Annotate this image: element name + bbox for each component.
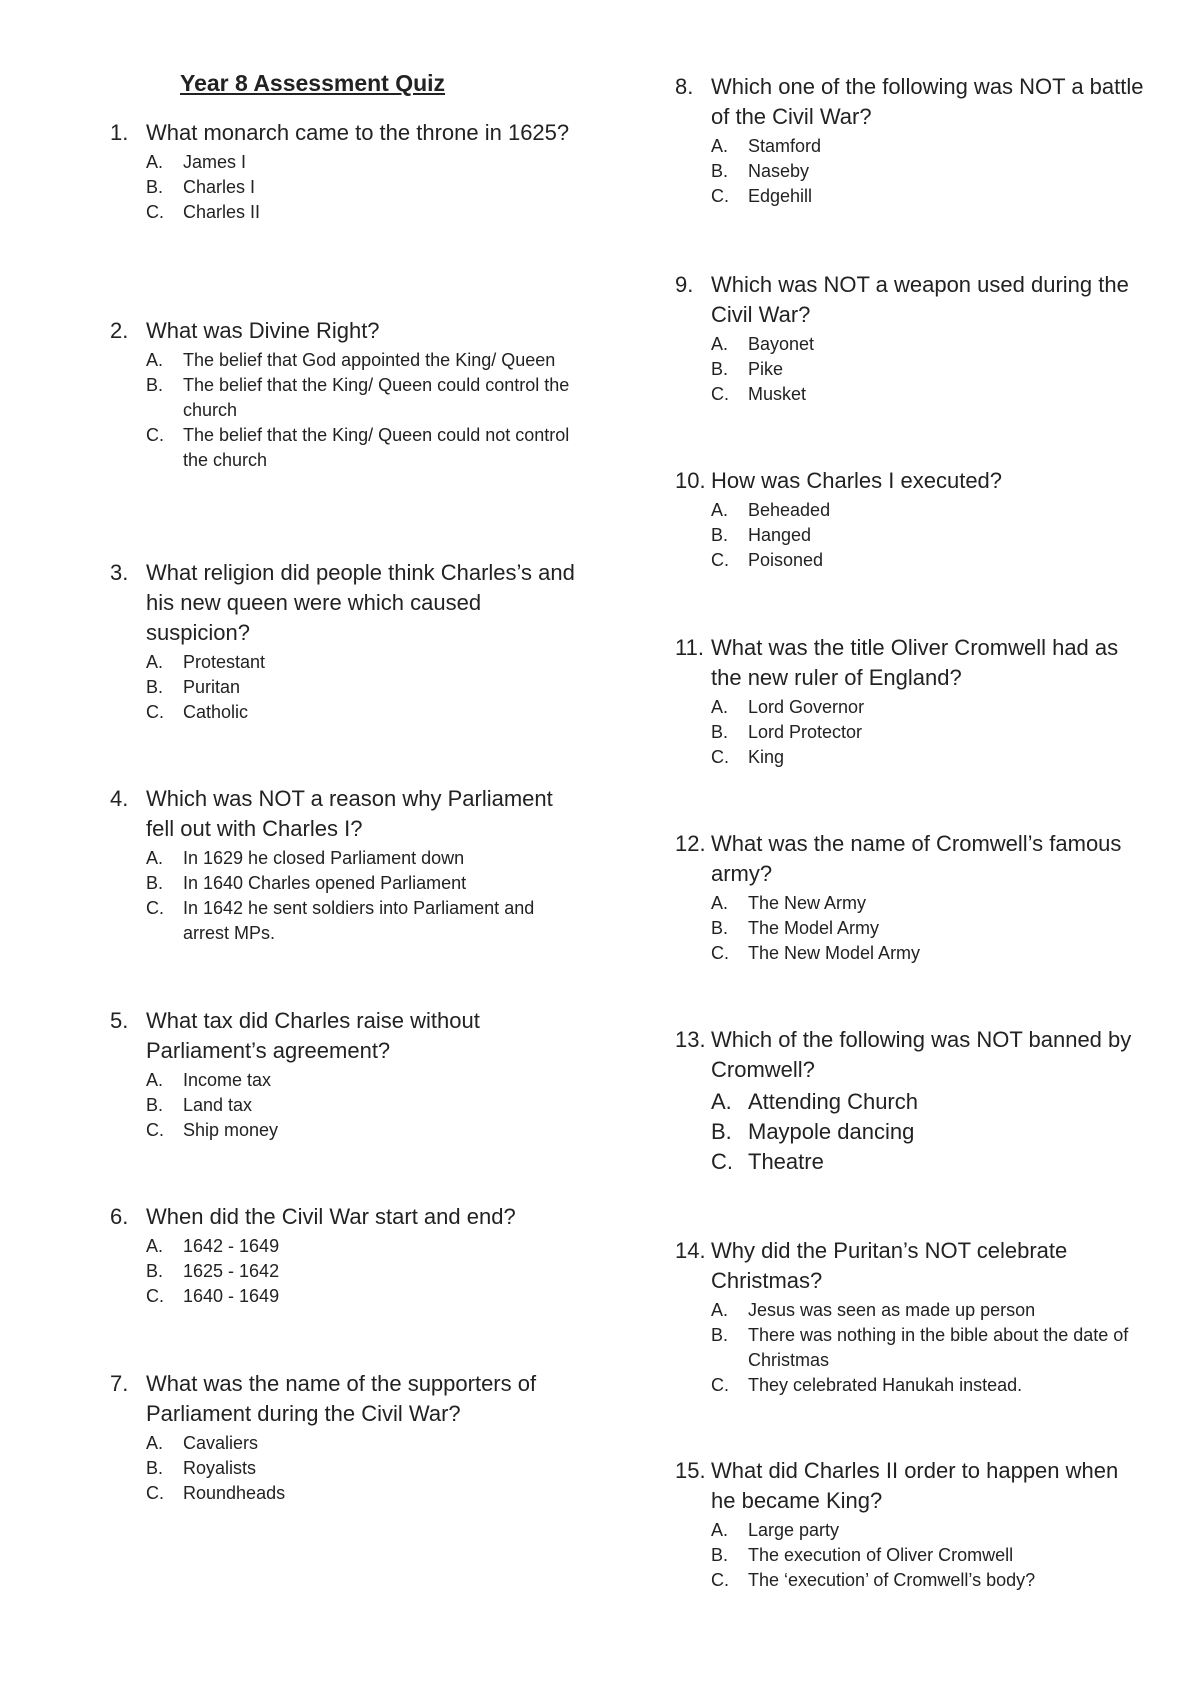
option-b: B. Charles I (146, 177, 256, 197)
question-text: 15. What did Charles II order to happen when he became King? (675, 1458, 1119, 1513)
option-b: B. Naseby (711, 161, 810, 181)
option-c: C. Charles II (146, 202, 261, 222)
option-list (675, 134, 1145, 209)
option-a: A. James I (146, 152, 247, 172)
question-8 (675, 72, 1145, 209)
option-list (110, 650, 580, 725)
option-list (110, 1234, 580, 1309)
question-number: 10. (675, 468, 706, 493)
option-b: B. The belief that the King/ Queen could control the church (146, 375, 570, 420)
question-text: 14. Why did the Puritan’s NOT celebrate Christmas? (675, 1238, 1068, 1293)
option-list (110, 348, 580, 473)
option-b: B. There was nothing in the bible about the date of Christmas (711, 1325, 1129, 1370)
option-list (110, 846, 580, 946)
option-c: C. Edgehill (711, 186, 813, 206)
question-text: 11. What was the title Oliver Cromwell had as the new ruler of England? (675, 635, 1119, 690)
option-a: A. Attending Church (711, 1089, 918, 1114)
question-text: 9. Which was NOT a weapon used during the Civil War? (675, 272, 1129, 327)
option-list (675, 695, 1145, 770)
option-list (675, 891, 1145, 966)
question-text: 4. Which was NOT a reason why Parliament fell out with Charles I? (110, 786, 553, 841)
question-text: 8. Which one of the following was NOT a battle of the Civil War? (675, 74, 1144, 129)
option-c: C. The ‘execution’ of Cromwell’s body? (711, 1570, 1036, 1590)
question-4 (110, 784, 580, 946)
option-a: A. Beheaded (711, 500, 831, 520)
question-text: 7. What was the name of the supporters of Parliament during the Civil War? (110, 1371, 537, 1426)
option-list (675, 1298, 1145, 1398)
option-a: A. Lord Governor (711, 697, 865, 717)
question-text: 10. How was Charles I executed? (675, 466, 1145, 496)
question-number: 9. (675, 272, 694, 297)
question-15 (675, 1456, 1145, 1593)
option-c: C. Ship money (146, 1120, 279, 1140)
option-b: B. Land tax (146, 1095, 253, 1115)
question-number: 13. (675, 1027, 706, 1052)
option-a: A. The New Army (711, 893, 867, 913)
question-number: 8. (675, 74, 694, 99)
question-number: 2. (110, 318, 129, 343)
option-a: A. Bayonet (711, 334, 815, 354)
question-7 (110, 1369, 580, 1506)
option-list (675, 1518, 1145, 1593)
option-b: B. Puritan (146, 677, 241, 697)
option-a: A. Jesus was seen as made up person (711, 1300, 1036, 1320)
question-number: 11. (675, 635, 704, 660)
question-number: 7. (110, 1371, 129, 1396)
question-number: 3. (110, 560, 129, 585)
question-6 (110, 1202, 580, 1309)
option-a: A. Large party (711, 1520, 840, 1540)
question-3 (110, 558, 580, 725)
option-a: A. Cavaliers (146, 1433, 259, 1453)
option-a: A. In 1629 he closed Parliament down (146, 848, 465, 868)
question-number: 1. (110, 120, 129, 145)
option-a: A. The belief that God appointed the King/ Queen (146, 350, 556, 370)
question-text: 13. Which of the following was NOT banned by Cromwell? (675, 1027, 1132, 1082)
question-text: 1. What monarch came to the throne in 1625? (110, 118, 580, 148)
question-12 (675, 829, 1145, 966)
option-c: C. In 1642 he sent soldiers into Parliament and arrest MPs. (146, 898, 535, 943)
option-list (675, 498, 1145, 573)
option-b: B. In 1640 Charles opened Parliament (146, 873, 467, 893)
option-a: A. Protestant (146, 652, 266, 672)
option-b: B. The Model Army (711, 918, 880, 938)
question-2 (110, 316, 580, 473)
option-c: C. Poisoned (711, 550, 824, 570)
option-c: C. The New Model Army (711, 943, 921, 963)
question-13 (675, 1025, 1145, 1177)
option-c: C. King (711, 747, 785, 767)
option-c: C. They celebrated Hanukah instead. (711, 1375, 1023, 1395)
question-text: 2. What was Divine Right? (110, 316, 580, 346)
option-b: B. Royalists (146, 1458, 257, 1478)
question-text: 6. When did the Civil War start and end? (110, 1202, 580, 1232)
question-number: 12. (675, 831, 706, 856)
option-c: C. Theatre (711, 1149, 824, 1174)
option-a: A. 1642 - 1649 (146, 1236, 280, 1256)
question-10 (675, 466, 1145, 573)
option-a: A. Stamford (711, 136, 822, 156)
option-c: C. Roundheads (146, 1483, 286, 1503)
option-list (110, 1431, 580, 1506)
option-b: B. Maypole dancing (711, 1119, 915, 1144)
option-b: B. Hanged (711, 525, 812, 545)
question-5 (110, 1006, 580, 1143)
option-b: B. 1625 - 1642 (146, 1261, 280, 1281)
option-c: C. The belief that the King/ Queen could not control the church (146, 425, 570, 470)
question-number: 4. (110, 786, 129, 811)
page-title: Year 8 Assessment Quiz (180, 70, 446, 96)
option-list (675, 332, 1145, 407)
question-number: 15. (675, 1458, 706, 1483)
option-b: B. The execution of Oliver Cromwell (711, 1545, 1014, 1565)
option-c: C. Musket (711, 384, 807, 404)
option-list (675, 1087, 1145, 1177)
option-b: B. Pike (711, 359, 784, 379)
question-text: 3. What religion did people think Charles’s and his new queen were which caused suspicion? (110, 560, 575, 645)
option-list (110, 1068, 580, 1143)
option-b: B. Lord Protector (711, 722, 863, 742)
question-text: 12. What was the name of Cromwell’s famous army? (675, 831, 1122, 886)
question-11 (675, 633, 1145, 770)
option-a: A. Income tax (146, 1070, 272, 1090)
question-number: 6. (110, 1204, 129, 1229)
option-list (110, 150, 580, 225)
option-c: C. 1640 - 1649 (146, 1286, 280, 1306)
question-14 (675, 1236, 1145, 1398)
question-9 (675, 270, 1145, 407)
question-number: 5. (110, 1008, 129, 1033)
question-1 (110, 118, 580, 225)
question-text: 5. What tax did Charles raise without Parliament’s agreement? (110, 1008, 480, 1063)
question-number: 14. (675, 1238, 706, 1263)
option-c: C. Catholic (146, 702, 249, 722)
